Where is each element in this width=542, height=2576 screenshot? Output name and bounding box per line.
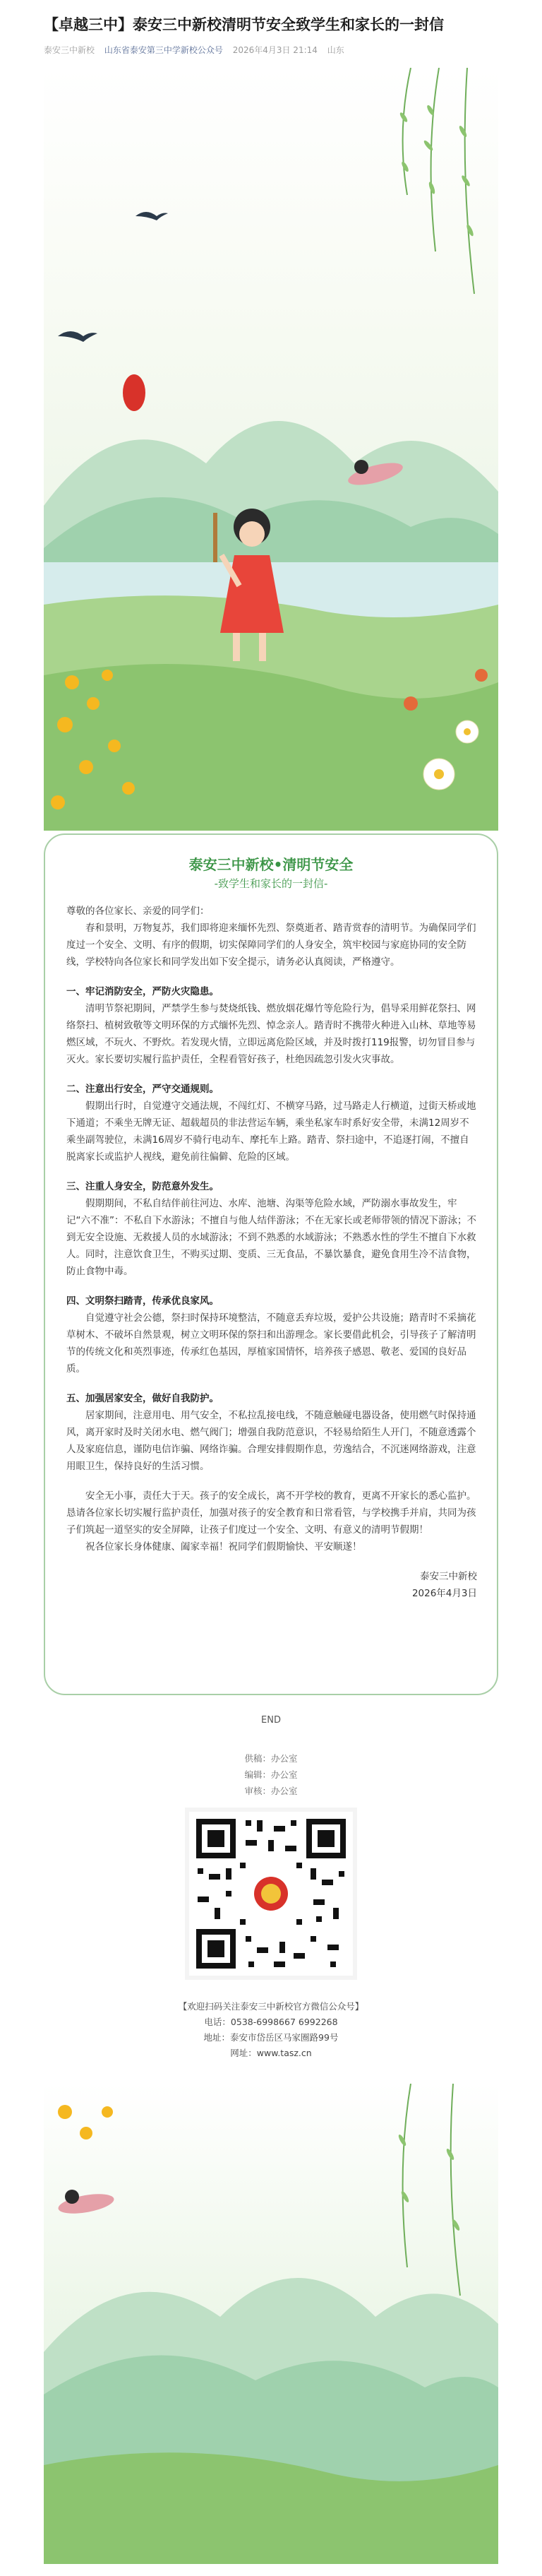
section-text: 居家期间，注意用电、用气安全，不私拉乱接电线，不随意触碰电器设备，使用燃气时保持通风，离开家时及时关闭水电、燃气阀门；增强自我防范意识，不轻易给陌生人开门，不随意透露个人及家庭信息，谨防电信诈骗、网络诈骗。合理安排假期作息，劳逸结合，不沉迷网络游戏，注意用眼卫生，保持良好的生活习惯。 <box>66 1410 476 1472</box>
account-link[interactable]: 山东省泰安第三中学新校公众号 <box>104 45 223 55</box>
credit-reviewer: 审核：办公室 <box>244 1786 298 1796</box>
letter-signature: 泰安三中新校 <box>420 1571 477 1582</box>
section-text: 清明节祭祀期间，严禁学生参与焚烧纸钱、燃放烟花爆竹等危险行为，倡导采用鲜花祭扫、网络祭扫、植树致敬等文明环保的方式缅怀先烈、悼念亲人。踏青时不携带火种进入山林、草地等易燃区域，不玩火、不野炊。若发现火情，立即远离危险区域，并及时拨打119报警，切勿冒目参与灭火。家长要切实履行监护责任，全程看管好孩子，杜绝因疏忽引发火灾事故。 <box>66 1003 476 1065</box>
article-header <box>0 0 542 68</box>
letter-greeting: 尊敬的各位家长、亲爱的同学们： <box>66 906 210 917</box>
section-text: 假期期间，不私自结伴前往河边、水库、池塘、沟渠等危险水域，严防溺水事故发生，牢记“六不准”：不私自下水游泳；不擅自与他人结伴游泳；不在无家长或老师带领的情况下游泳；不到无安全设施、无救援人员的水域游泳；不到不熟悉的水域游泳；不熟悉水性的学生不擅自下水救人。同时，注意饮食卫生，不购买过期、变质、三无食品，不暴饮暴食，避免食用生冷不洁食物，防止食物中毒。 <box>66 1198 476 1277</box>
section-heading: 一、牢记消防安全，严防火灾隐患。 <box>66 986 219 997</box>
footer-scene-image <box>44 2084 498 2564</box>
end-marker: END <box>261 1715 281 1726</box>
section-text: 假期出行时，自觉遵守交通法规，不闯红灯、不横穿马路，过马路走人行横道，过街天桥或地下通道；不乘坐无牌无证、超载超员的非法营运车辆，乘坐私家车时系好安全带，未满12周岁不乘坐副驾驶位，未满16周岁不骑行电动车、摩托车上路。踏青、祭扫途中，不追逐打闹，不擅自脱离家长或监护人视线，避免前往偏僻、危险的区域。 <box>66 1100 476 1163</box>
letter-body <box>66 903 477 1602</box>
credit-provider: 供稿：办公室 <box>244 1753 298 1764</box>
letter-closing: 安全无小事，责任大于天。孩子的安全成长，离不开学校的教育，更离不开家长的悉心监护。恳请各位家长切实履行监护责任，加强对孩子的安全教育和日常看管，与学校携手并肩，共同为孩子们筑起一道坚实的安全屏障，让孩子们度过一个安全、文明、有意义的清明节假期！ <box>66 1490 476 1536</box>
section-heading: 四、文明祭扫踏青，传承优良家风。 <box>66 1295 219 1307</box>
qr-code-image <box>189 1812 353 1976</box>
section-heading: 二、注意出行安全，严守交通规则。 <box>66 1084 219 1095</box>
letter-date: 2026年4月3日 <box>411 1588 477 1599</box>
letter-wishes: 祝各位家长身体健康、阖家幸福！祝同学们假期愉快、平安顺遂！ <box>85 1541 362 1553</box>
author-name: 泰安三中新校 <box>44 45 95 55</box>
qr-code[interactable] <box>189 1812 353 1976</box>
contact-info <box>44 1999 498 2061</box>
letter-intro: 春和景明，万物复苏，我们即将迎来缅怀先烈、祭奠逝者、踏青赏春的清明节。为确保同学们度过一个安全、文明、有序的假期，切实保障同学们的人身安全，筑牢校园与家庭协同的安全防线，学校特向各位家长和同学发出如下安全提示，请务必认真阅读，严格遵守。 <box>66 922 476 968</box>
section-text: 自觉遵守社会公德，祭扫时保持环境整洁，不随意丢弃垃圾，爱护公共设施；踏青时不采摘花草树木、不破坏自然景观，树立文明环保的祭扫和出游理念。家长要借此机会，引导孩子了解清明节的传统文化和英烈事迹，传承红色基因，厚植家国情怀，培养孩子感恩、敬老、爱国的良好品质。 <box>66 1312 476 1375</box>
hero-illustration <box>44 68 498 831</box>
publish-location: 山东 <box>327 45 344 55</box>
letter-subtitle: -致学生和家长的一封信- <box>214 877 328 890</box>
credits <box>0 1750 542 1799</box>
section-heading: 三、注重人身安全，防范意外发生。 <box>66 1181 219 1192</box>
contact-website[interactable]: 网址：www.tasz.cn <box>230 2048 312 2058</box>
spring-scene-image <box>44 68 498 831</box>
contact-phone: 电话：0538-6998667 6992268 <box>204 2017 338 2027</box>
publish-time: 2026年4月3日 21:14 <box>232 45 318 55</box>
article-meta <box>44 44 351 56</box>
contact-address: 地址：泰安市岱岳区马家圈路99号 <box>203 2032 339 2043</box>
letter-card <box>44 833 498 1695</box>
footer-illustration <box>44 2084 498 2564</box>
credit-editor: 编辑：办公室 <box>244 1769 298 1780</box>
section-heading: 五、加强居家安全，做好自我防护。 <box>66 1393 219 1404</box>
article-title: 【卓越三中】泰安三中新校清明节安全致学生和家长的一封信 <box>44 16 444 33</box>
letter-title: 泰安三中新校•清明节安全 <box>188 856 354 873</box>
follow-prompt: 【欢迎扫码关注泰安三中新校官方微信公众号】 <box>178 2001 364 2012</box>
